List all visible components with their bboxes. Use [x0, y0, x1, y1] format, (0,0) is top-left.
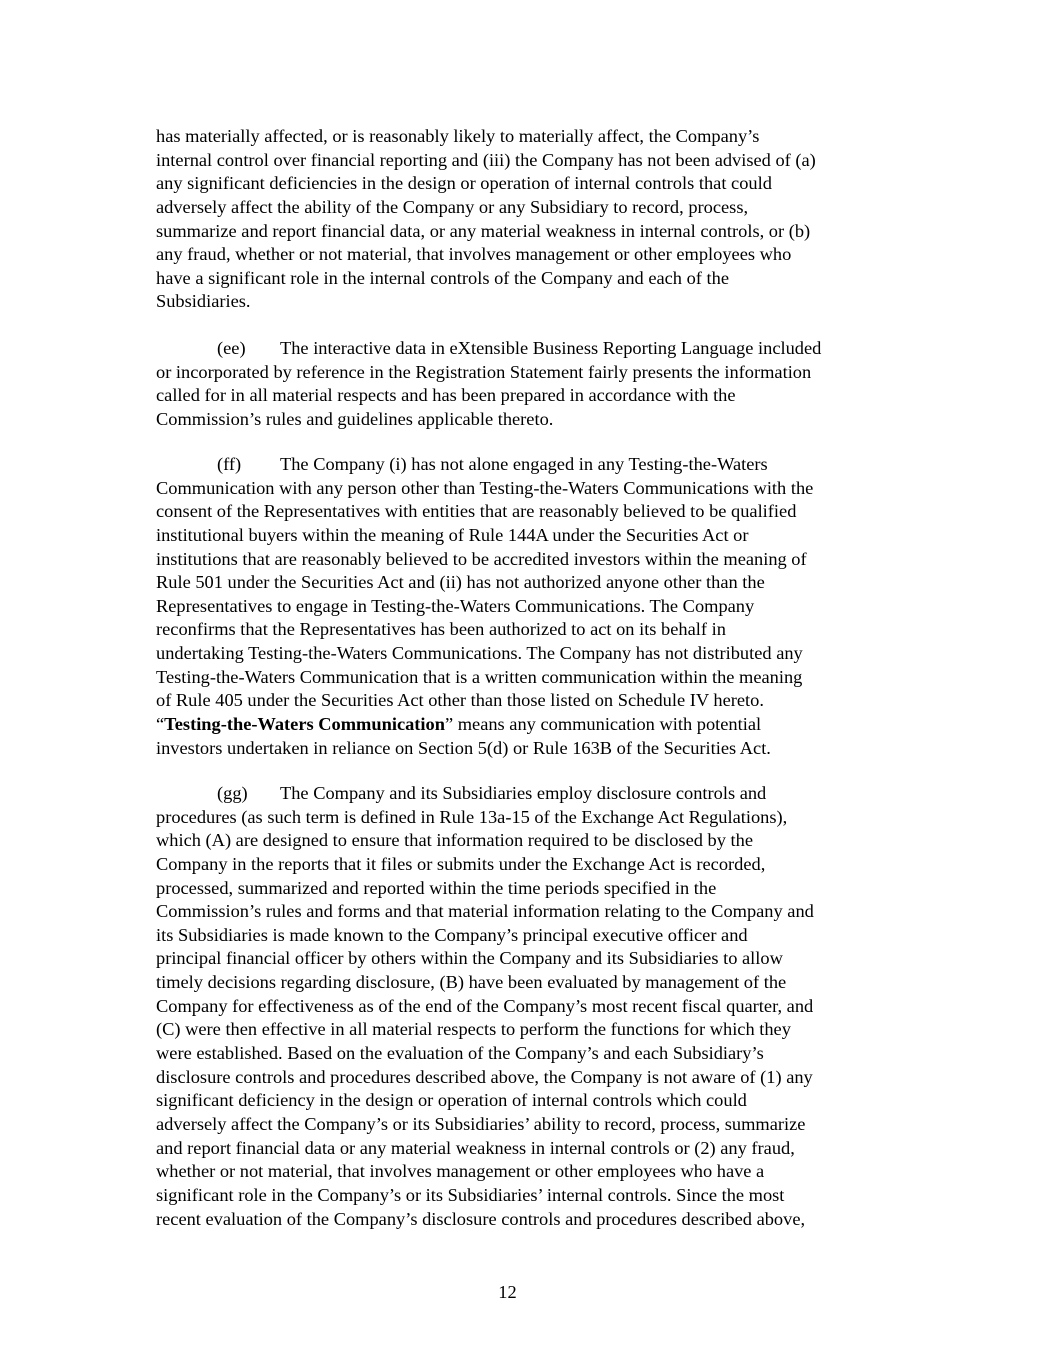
paragraph-line: Subsidiaries. — [156, 291, 251, 312]
paragraph-line: disclosure controls and procedures described above, the Company is not aware of (1) any — [156, 1066, 813, 1087]
paragraph-line: summarize and report financial data, or any material weakness in internal controls, or (b) — [156, 220, 811, 241]
paragraph-line: Company in the reports that it files or submits under the Exchange Act is recorded, — [156, 853, 766, 874]
page-number: 12 — [498, 1282, 517, 1302]
paragraph-line: whether or not material, that involves management or other employees who have a — [156, 1161, 765, 1182]
paragraph-label: (gg) — [217, 783, 248, 803]
paragraph-line: Representatives to engage in Testing-the-Waters Communications. The Company — [156, 595, 755, 616]
paragraph-first-line-text: The interactive data in eXtensible Business Reporting Language included — [280, 338, 822, 358]
paragraph-line: Rule 501 under the Securities Act and (ii) has not authorized anyone other than the — [156, 572, 765, 593]
paragraph-line: and report financial data or any material weakness in internal controls or (2) any fraud, — [156, 1137, 795, 1158]
paragraph-line: internal control over financial reporting and (iii) the Company has not been advised of (a) — [156, 149, 816, 170]
paragraph-first-line-text: The Company (i) has not alone engaged in any Testing-the-Waters — [280, 454, 768, 474]
paragraph-line: were established. Based on the evaluation of the Company’s and each Subsidiary’s — [156, 1043, 764, 1064]
paragraph-line: undertaking Testing-the-Waters Communications. The Company has not distributed any — [156, 643, 803, 664]
paragraph-first-line-text: The Company and its Subsidiaries employ disclosure controls and — [280, 783, 767, 803]
paragraph-line: Commission’s rules and guidelines applicable thereto. — [156, 408, 554, 429]
paragraph-line: adversely affect the Company’s or its Subsidiaries’ ability to record, process, summarize — [156, 1113, 806, 1134]
paragraph-line: of Rule 405 under the Securities Act other than those listed on Schedule IV hereto. — [156, 690, 764, 711]
paragraph-first-line — [156, 782, 904, 806]
paragraph-line: (C) were then effective in all material respects to perform the functions for which they — [156, 1019, 791, 1040]
paragraph-ff — [156, 453, 904, 760]
paragraph-line: Testing-the-Waters Communication that is a written communication within the meaning — [156, 666, 803, 687]
paragraph-line: any significant deficiencies in the design or operation of internal controls that could — [156, 173, 772, 194]
paragraph-line: or incorporated by reference in the Registration Statement fairly presents the information — [156, 361, 812, 382]
paragraph-line: which (A) are designed to ensure that information required to be disclosed by the — [156, 830, 754, 851]
paragraph-gg — [156, 782, 904, 1231]
paragraph-line: significant role in the Company’s or its Subsidiaries’ internal controls. Since the most — [156, 1184, 785, 1205]
paragraph-line: recent evaluation of the Company’s disclosure controls and procedures described above, — [156, 1208, 806, 1229]
paragraph-line: Communication with any person other than Testing-the-Waters Communications with the — [156, 477, 814, 498]
paragraph-line: investors undertaken in reliance on Section 5(d) or Rule 163B of the Securities Act. — [156, 737, 771, 758]
paragraph-label: (ff) — [217, 454, 242, 474]
paragraph-line: processed, summarized and reported within the time periods specified in the — [156, 877, 717, 898]
paragraph-line: Company for effectiveness as of the end of the Company’s most recent fiscal quarter, and — [156, 995, 814, 1016]
definition-text: ” means any communication with potential — [444, 714, 762, 735]
paragraph-line: principal financial officer by others within the Company and its Subsidiaries to allow — [156, 948, 783, 969]
paragraph-line: reconfirms that the Representatives has been authorized to act on its behalf in — [156, 619, 726, 640]
defined-term: Testing-the-Waters Communication — [164, 714, 445, 735]
paragraph-line: any fraud, whether or not material, that involves management or other employees who — [156, 244, 792, 265]
paragraph-first-line — [156, 453, 904, 477]
paragraph-line: consent of the Representatives with entities that are reasonably believed to be qualified — [156, 501, 797, 522]
paragraph-line: adversely affect the ability of the Company or any Subsidiary to record, process, — [156, 196, 749, 217]
paragraph-continued — [156, 125, 904, 314]
paragraph-line: have a significant role in the internal controls of the Company and each of the — [156, 267, 729, 288]
paragraph-first-line — [156, 337, 904, 361]
paragraph-line: has materially affected, or is reasonably likely to materially affect, the Company’s — [156, 126, 760, 146]
paragraph-line: institutional buyers within the meaning of Rule 144A under the Securities Act or — [156, 524, 749, 545]
paragraph-line: procedures (as such term is defined in Rule 13a-15 of the Exchange Act Regulations), — [156, 806, 788, 827]
paragraph-line: timely decisions regarding disclosure, (B) have been evaluated by management of the — [156, 972, 787, 993]
paragraph-line: institutions that are reasonably believed to be accredited investors within the meaning of — [156, 548, 807, 569]
paragraph-line: its Subsidiaries is made known to the Company’s principal executive officer and — [156, 924, 748, 945]
paragraph-label: (ee) — [217, 338, 246, 358]
paragraph-line: Commission’s rules and forms and that material information relating to the Company and — [156, 901, 814, 922]
paragraph-line: significant deficiency in the design or operation of internal controls which could — [156, 1090, 747, 1111]
paragraph-line: called for in all material respects and has been prepared in accordance with the — [156, 385, 736, 406]
definition-open-quote: “ — [156, 714, 165, 735]
definition-line — [156, 713, 904, 737]
paragraph-ee — [156, 337, 904, 432]
